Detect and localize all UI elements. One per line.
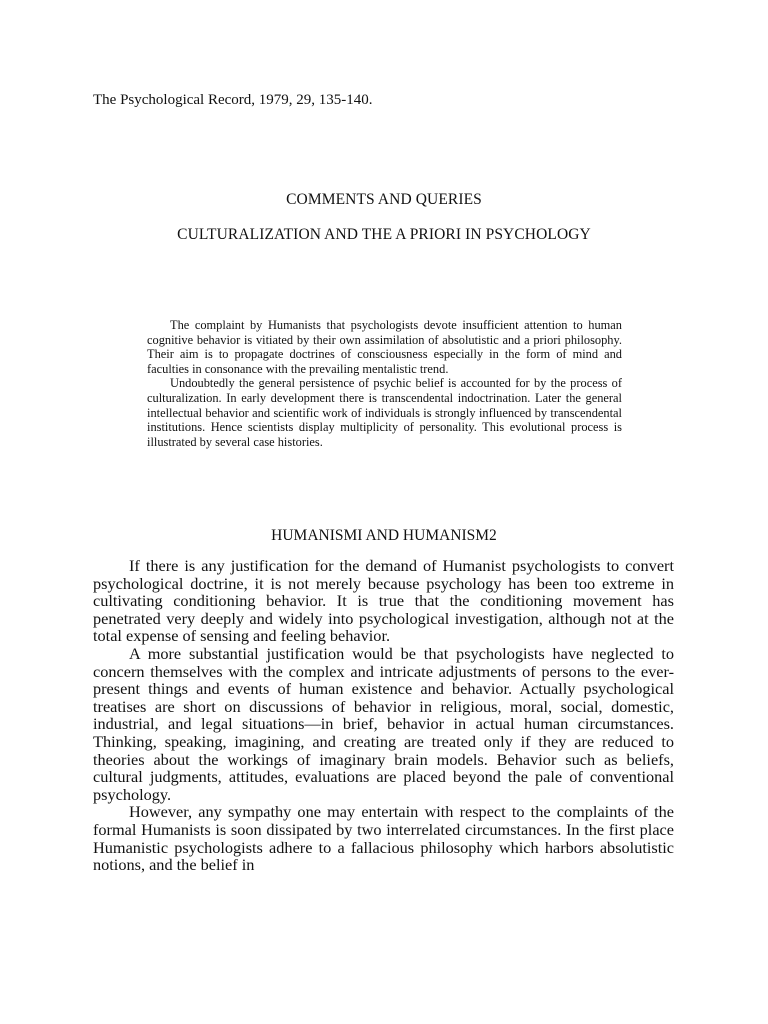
journal-citation: The Psychological Record, 1979, 29, 135-140. [93, 92, 373, 108]
body-paragraph: However, any sympathy one may entertain with respect to the complaints of the formal Humanists is soon dissipated by two interrelated circumstances. In the first place Humanistic psychologists adhere to a fallacious philosophy which harbors absolutistic notions, and the belief in [93, 802, 674, 875]
abstract [147, 318, 622, 449]
article-title: CULTURALIZATION AND THE A PRIORI IN PSYCHOLOGY [177, 226, 591, 243]
section-label: COMMENTS AND QUERIES [286, 191, 482, 208]
body-paragraph: A more substantial justification would be that psychologists have neglected to concern themselves with the complex and intricate adjustments of persons to the ever-present things and events of human existence and behavior. Actually psychological treatises are short on discussions of behavior in religious, moral, social, domestic, industrial, and legal situations—in brief, behavior in actual human circumstances. Thinking, speaking, imagining, and creating are treated only if they are reduced to theories about the workings of imaginary brain models. Behavior such as beliefs, cultural judgments, attitudes, evaluations are placed beyond the pale of conventional psychology. [93, 643, 674, 804]
section-heading: HUMANISMI AND HUMANISM2 [271, 527, 497, 544]
body-paragraph: If there is any justification for the demand of Humanist psychologists to convert psychological doctrine, it is not merely because psychology has been too extreme in cultivating conditioning behavior. It is true that the conditioning movement has penetrated very deeply and widely into psychological investigation, although not at the total expense of sensing and feeling behavior. [93, 556, 674, 646]
abstract-paragraph: The complaint by Humanists that psychologists devote insufficient attention to human cognitive behavior is vitiated by their own assimilation of absolutistic and a priori philosophy. Their aim is to propagate doctrines of consciousness especially in the form of mind and faculties in consonance with the prevailing mentalistic trend. [147, 318, 622, 376]
abstract-paragraph: Undoubtedly the general persistence of psychic belief is accounted for by the process of culturalization. In early development there is transcendental indoctrination. Later the general intellectual behavior and scientific work of individuals is strongly influenced by transcendental institutions. Hence scientists display multiplicity of personality. This evolutional process is illustrated by several case histories. [147, 376, 622, 449]
body-text [93, 557, 674, 874]
